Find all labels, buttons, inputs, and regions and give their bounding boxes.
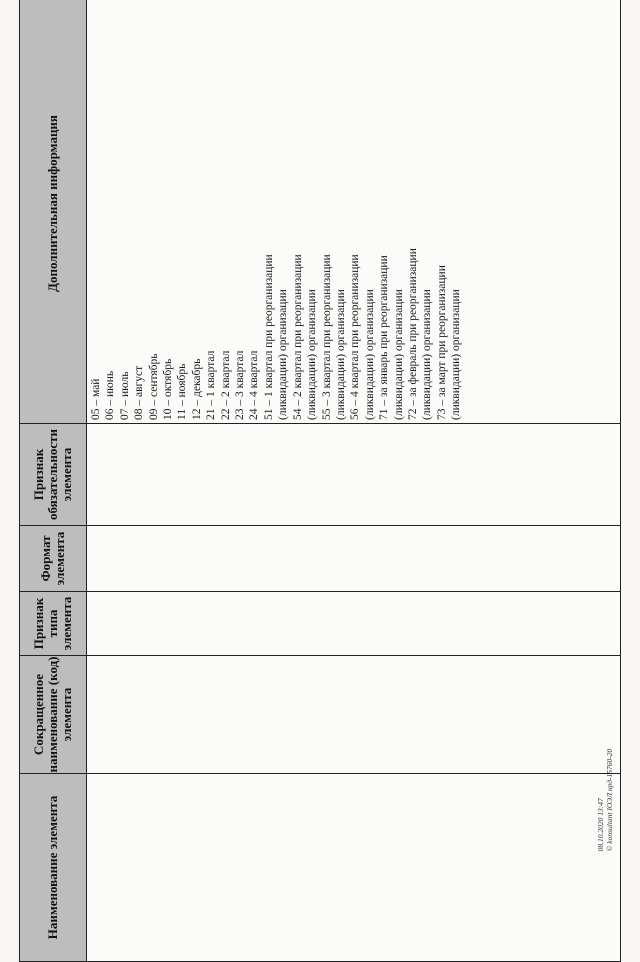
additional-info-list [87, 0, 464, 423]
header-element-format: Формат элемента [20, 526, 87, 592]
document-table [19, 0, 621, 962]
header-element-required: Признак обязательности элемента [20, 424, 87, 526]
list-item: 73 – за март при реорганизации (ликвидации) организации [435, 265, 463, 420]
list-item: 54 – 2 квартал при реорганизации (ликвидации) организации [291, 254, 319, 420]
cell-element-name [87, 774, 621, 962]
footer-timestamp: 08.10.2020 13:47 [596, 798, 605, 852]
list-item: 24 – 4 квартал [248, 350, 261, 420]
list-item: 05 – май [90, 378, 102, 420]
footer-signature: © konsultant ЮЭЛ нрд-15760-20 [605, 748, 614, 852]
list-item: 12 – декабрь [190, 358, 203, 420]
cell-element-format [87, 526, 621, 592]
list-item: 23 – 3 квартал [234, 350, 247, 420]
list-item: 09 – сентябрь [147, 353, 160, 420]
cell-element-type [87, 592, 621, 656]
cell-element-required [87, 424, 621, 526]
list-item: 21 – 1 квартал [205, 350, 218, 420]
cell-additional-info [87, 0, 621, 424]
list-item: 22 – 2 квартал [219, 350, 232, 420]
list-item: 56 – 4 квартал при реорганизации (ликвидации) организации [349, 254, 376, 420]
list-item: 10 – октябрь [162, 358, 175, 420]
header-element-type: Признак типа элемента [20, 592, 87, 656]
footer-stamp [596, 749, 614, 852]
list-item: 08 – август [133, 365, 146, 420]
table-header-row [20, 0, 87, 962]
list-item: 07 – июль [118, 371, 131, 420]
list-item: 51 – 1 квартал при реорганизации (ликвидации) организации [262, 254, 290, 420]
cell-element-code [87, 656, 621, 774]
header-element-code: Сокращенное наименование (код) элемента [20, 656, 87, 774]
list-item: 72 – за февраль при реорганизации (ликвидации) организации [406, 248, 434, 420]
list-item: 06 – июнь [104, 370, 117, 420]
header-additional-info: Дополнительная информация [20, 0, 87, 424]
list-item: 55 – 3 квартал при реорганизации (ликвидации) организации [320, 254, 347, 420]
table-row [87, 0, 621, 962]
list-item: 71 – за январь при реорганизации (ликвидации) организации [378, 255, 405, 420]
list-item: 11 – ноябрь [176, 363, 189, 420]
header-element-name: Наименование элемента [20, 774, 87, 962]
